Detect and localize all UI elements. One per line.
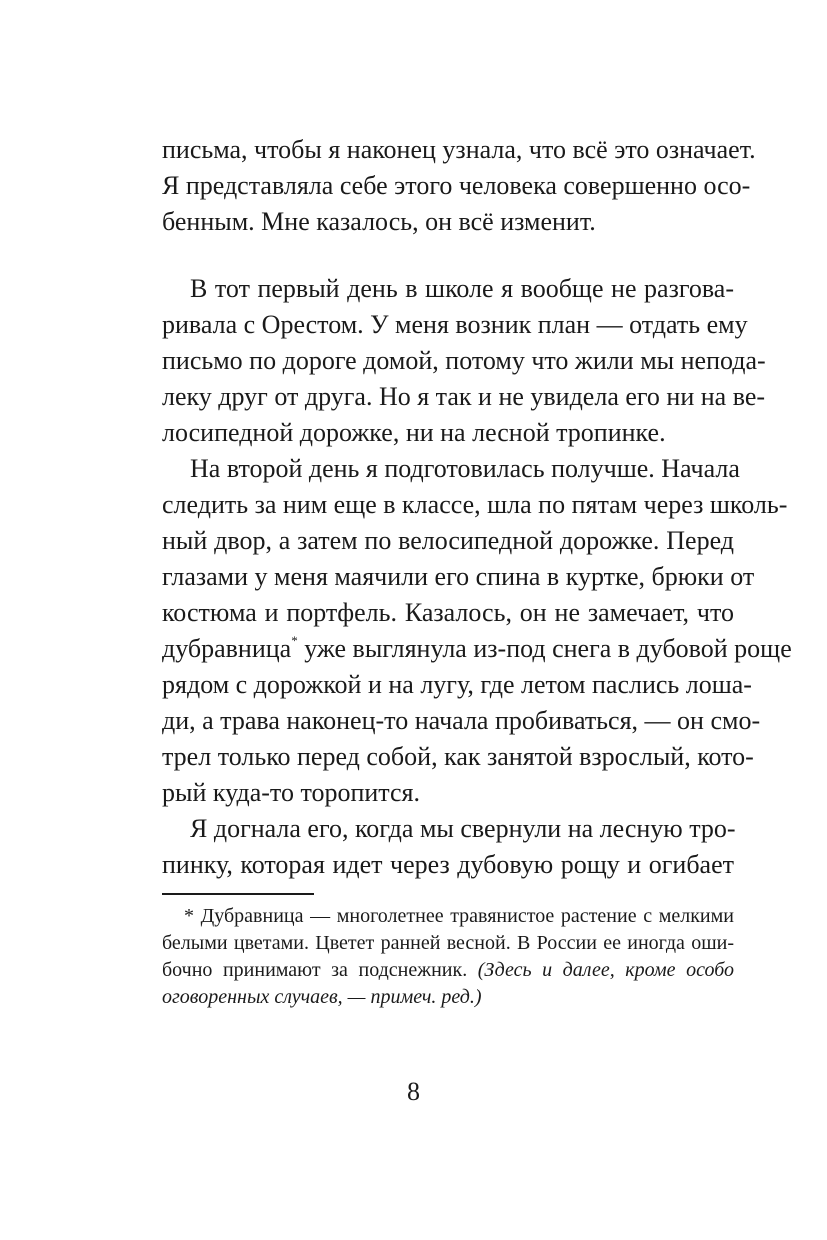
body-line: костюма и портфель. Казалось, он не замечает, что <box>162 598 734 627</box>
footnote-line <box>162 957 734 984</box>
body-line-rest: уже выглянула из-под снега в дубовой роще <box>297 634 792 663</box>
footnote-line: * Дубравница — многолетнее травянистое растение с мелкими <box>184 905 734 927</box>
body-line: Я представляла себе этого человека совершенно осо- <box>162 171 751 200</box>
body-line: глазами у меня маячили его спина в куртке, брюки от <box>162 562 755 591</box>
footnote-line <box>162 984 734 1011</box>
body-line: ный двор, а затем по велосипедной дорожке. Перед <box>162 526 734 555</box>
body-line: На второй день я подготовилась получше. Начала <box>190 454 740 483</box>
body-line: Я догнала его, когда мы свернули на лесную тро- <box>190 814 736 843</box>
body-line: рядом с дорожкой и на лугу, где летом паслись лоша- <box>162 670 752 699</box>
footnote-line: белыми цветами. Цветет ранней весной. В России ее иногда оши- <box>162 932 734 954</box>
footnote-separator <box>162 893 314 895</box>
body-line: лосипедной дорожке, ни на лесной тропинке. <box>162 418 666 447</box>
footnote-term: дубравница <box>162 634 292 663</box>
body-line: следить за ним еще в классе, шла по пятам через школь- <box>162 490 788 519</box>
footnote-reference-mark: * <box>291 633 298 648</box>
page-number: 8 <box>407 1077 420 1106</box>
body-line: В тот первый день в школе я вообще не разгова- <box>190 274 734 303</box>
footnote-editor-note: оговоренных случаев, — примеч. ред.) <box>162 986 482 1008</box>
body-line: письмо по дороге домой, потому что жили мы непода- <box>162 346 766 375</box>
footnote-editor-note: (Здесь и далее, кроме особо <box>477 959 735 981</box>
body-line: пинку, которая идет через дубовую рощу и огибает <box>162 850 734 879</box>
body-line: письма, чтобы я наконец узнала, что всё это означает. <box>162 135 756 164</box>
body-line: ди, а трава наконец-то начала пробиваться, — он смо- <box>162 706 761 735</box>
body-line: леку друг от друга. Но я так и не увидела его ни на ве- <box>162 382 766 411</box>
body-line: трел только перед собой, как занятой взрослый, кото- <box>162 742 754 771</box>
footnote-text: бочно принимают за подснежник. <box>162 959 478 981</box>
body-line: ривала с Орестом. У меня возник план — отдать ему <box>162 310 748 339</box>
body-line-with-footnote-ref <box>162 631 792 667</box>
body-line: рый куда-то торопится. <box>162 778 420 807</box>
body-line: бенным. Мне казалось, он всё изменит. <box>162 207 596 236</box>
